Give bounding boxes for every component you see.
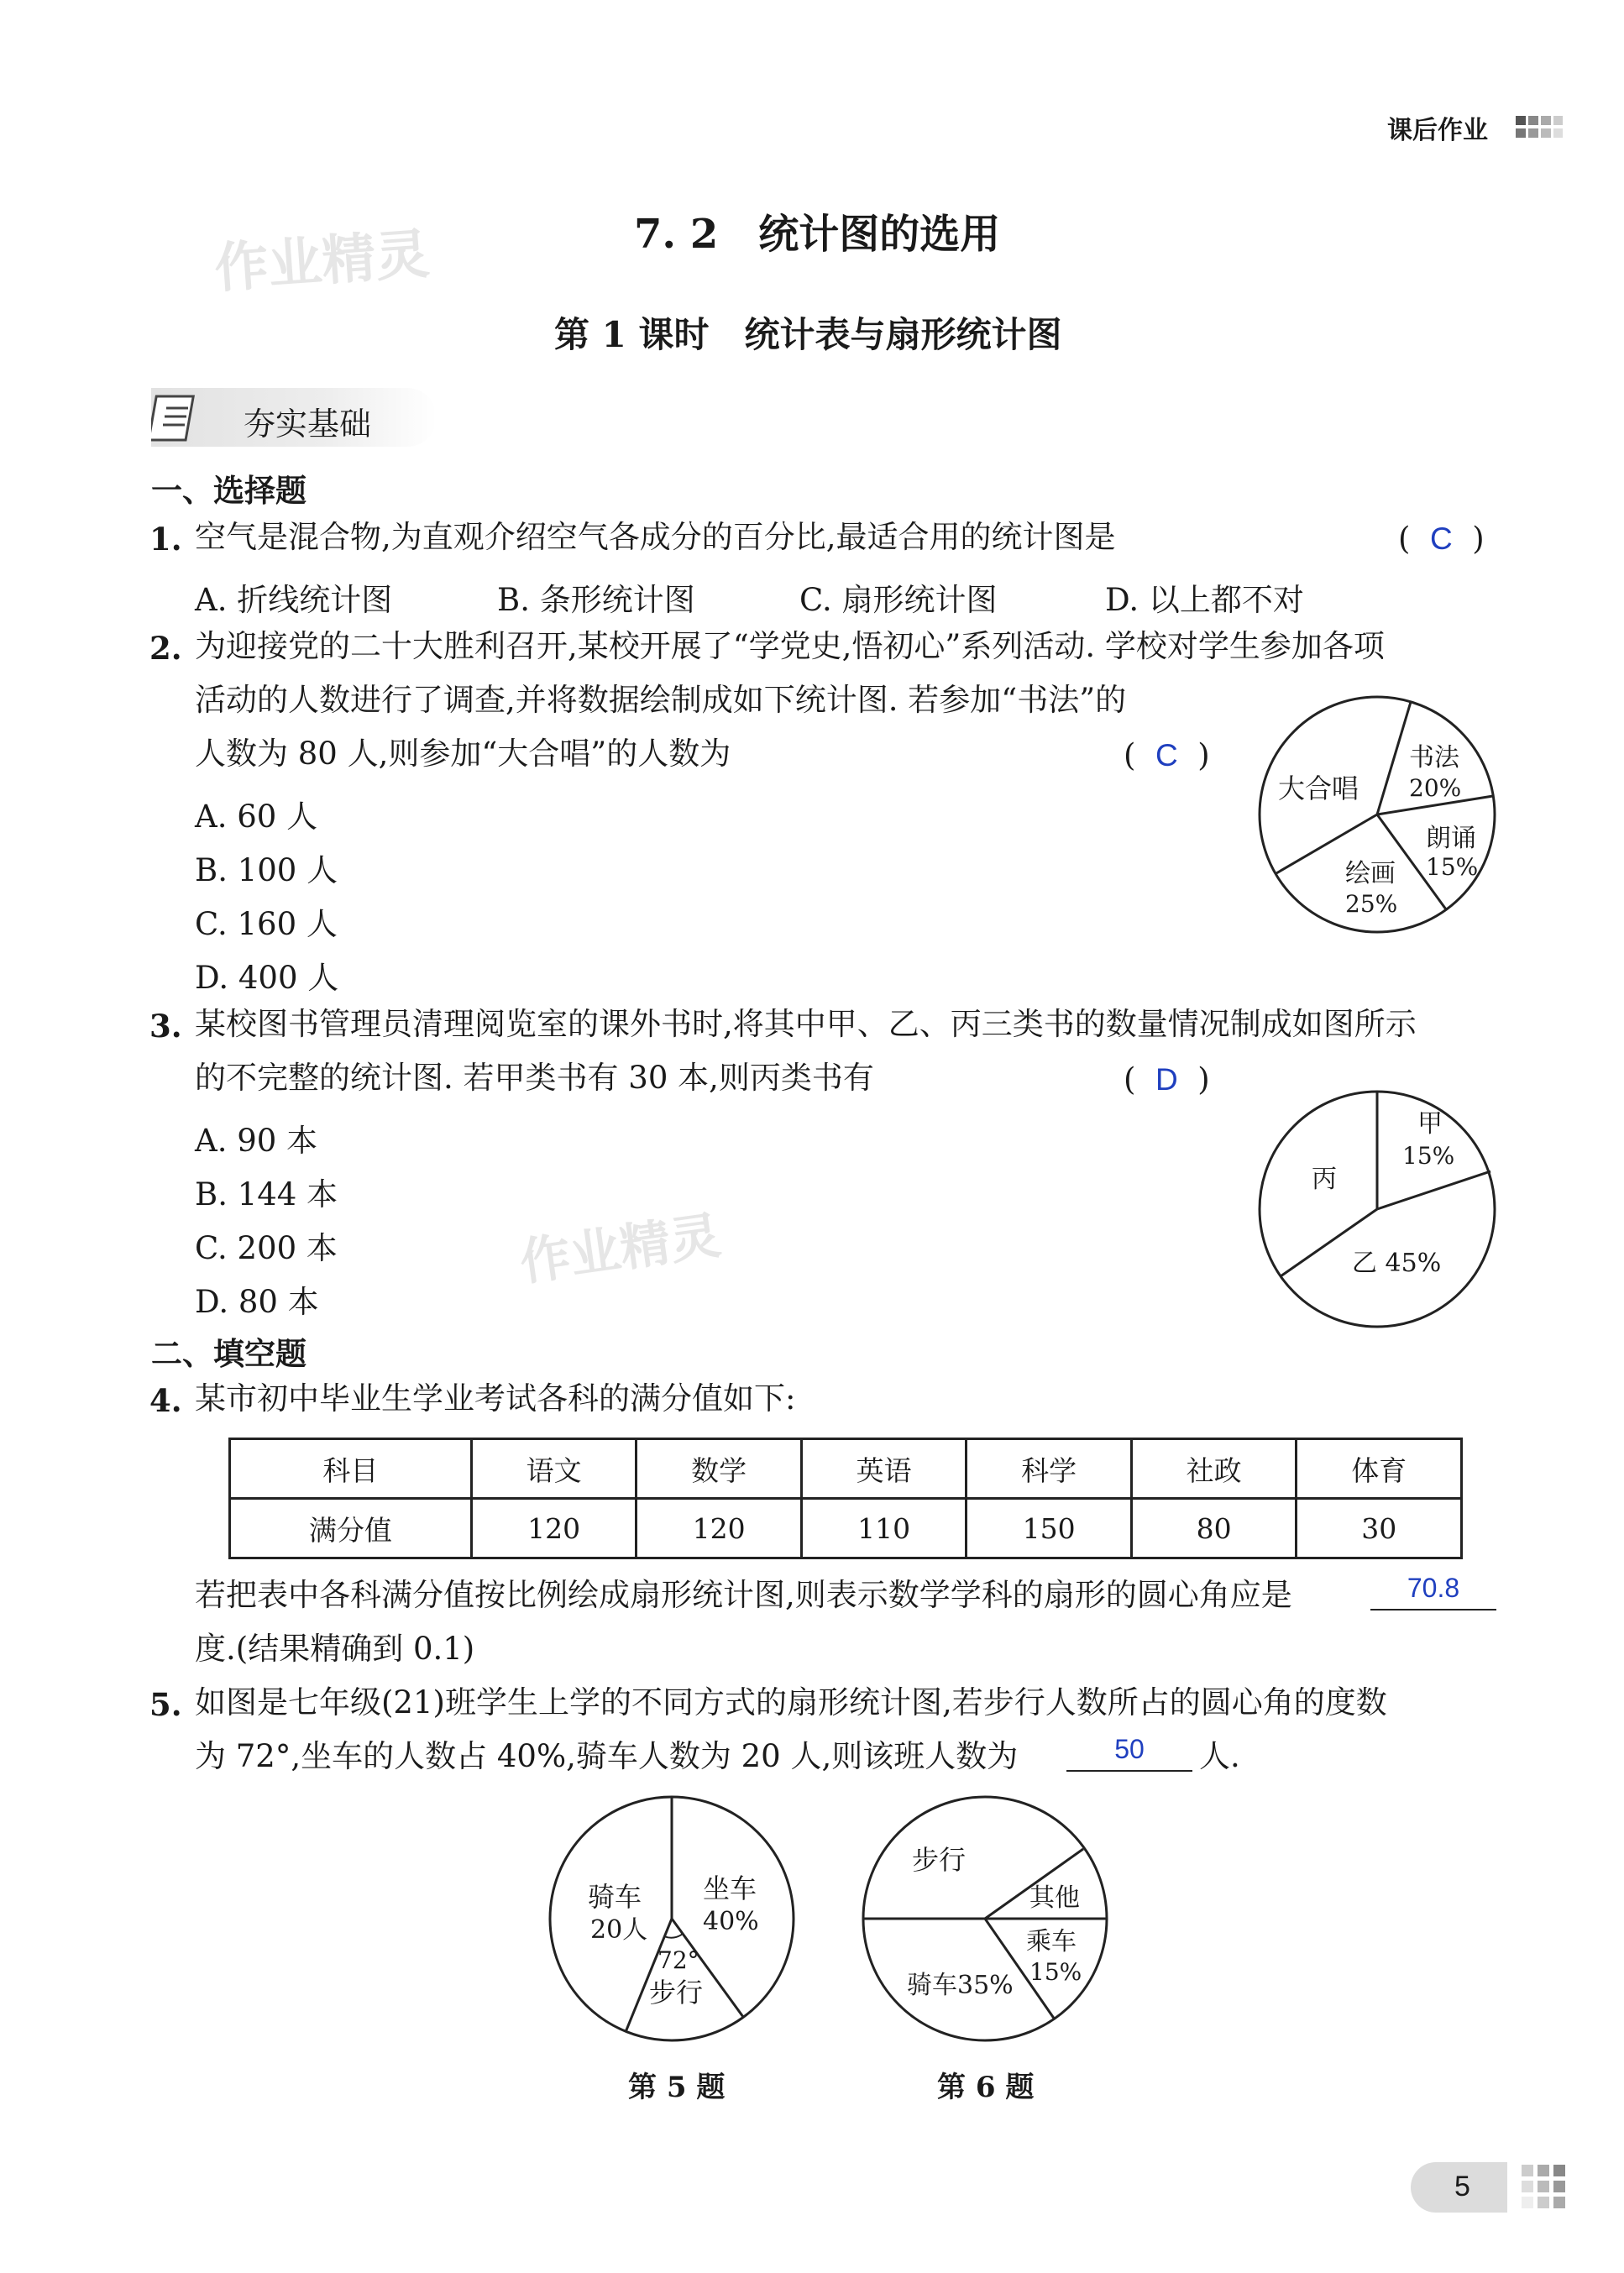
question-text: 为 72°,坐车的人数占 40%,骑车人数为 20 人,则该班人数为 — [195, 1738, 1019, 1774]
table-cell: 满分值 — [230, 1499, 472, 1558]
slice-label: 步行 — [912, 1844, 967, 1876]
answer-paren: ( C ) — [1124, 737, 1210, 773]
question-text: 如图是七年级(21)班学生上学的不同方式的扇形统计图,若步行人数所占的圆心角的度数 — [195, 1684, 1387, 1720]
answer-blank — [1066, 1733, 1192, 1772]
footer-grid-icon — [1522, 2165, 1565, 2212]
option: C. 200 本 — [195, 1230, 338, 1266]
watermark: 作业精灵 — [212, 223, 432, 301]
slice-label: 大合唱 — [1278, 773, 1359, 804]
table-cell: 语文 — [471, 1439, 637, 1499]
angle-arc — [664, 1934, 683, 1938]
slice-label: 甲 — [1417, 1109, 1443, 1139]
answer-value: C — [1429, 521, 1453, 556]
table-cell: 110 — [801, 1499, 967, 1558]
table-row — [230, 1439, 1462, 1499]
option: C. 扇形统计图 — [799, 582, 998, 618]
slice-value: 40% — [703, 1907, 759, 1936]
slice-value: 15% — [1402, 1142, 1455, 1170]
pie-chart-q2 — [1251, 689, 1503, 940]
question-text: 为迎接党的二十大胜利召开,某校开展了“学党史,悟初心”系列活动. 学校对学生参加各项 — [195, 628, 1385, 664]
angle-label: 72° — [657, 1946, 699, 1974]
option: C. 160 人 — [195, 906, 338, 942]
question-text: 人. — [1199, 1738, 1240, 1774]
table-cell: 80 — [1131, 1499, 1297, 1558]
table-cell: 体育 — [1297, 1439, 1462, 1499]
slice-value: 25% — [1345, 890, 1398, 918]
page-title: 7. 2 统计图的选用 — [634, 211, 1001, 258]
question-text: 若把表中各科满分值按比例绘成扇形统计图,则表示数学学科的扇形的圆心角应是 — [195, 1577, 1292, 1613]
question-text: 的不完整的统计图. 若甲类书有 30 本,则丙类书有 — [195, 1060, 874, 1096]
page-number: 5 — [1454, 2171, 1470, 2202]
table-cell: 社政 — [1131, 1439, 1297, 1499]
slice-label: 其他 — [1029, 1883, 1080, 1913]
answer-value: 70.8 — [1407, 1573, 1460, 1603]
header-grid-icon — [1516, 116, 1563, 143]
question-number: 5. — [149, 1686, 182, 1723]
answer-value: C — [1155, 738, 1178, 773]
option: D. 80 本 — [195, 1284, 319, 1320]
option: D. 以上都不对 — [1105, 582, 1304, 618]
option: D. 400 人 — [195, 960, 339, 996]
table-cell: 30 — [1297, 1499, 1462, 1558]
pie-divider — [1377, 1171, 1490, 1209]
question-number: 2. — [149, 630, 182, 667]
table-cell: 数学 — [637, 1439, 802, 1499]
banner-label: 夯实基础 — [244, 406, 372, 443]
question-text: 空气是混合物,为直观介绍空气各成分的百分比,最适合用的统计图是 — [195, 519, 1116, 555]
section-heading: 二、填空题 — [151, 1335, 306, 1372]
slice-value: 15% — [1029, 1958, 1082, 1986]
question-text: 活动的人数进行了调查,并将数据绘制成如下统计图. 若参加“书法”的 — [195, 682, 1127, 718]
question-number: 1. — [149, 521, 182, 558]
slice-label: 坐车 — [703, 1872, 757, 1904]
slice-label: 骑车 — [588, 1881, 642, 1913]
section-heading: 一、选择题 — [151, 472, 306, 509]
pie-divider — [1377, 702, 1411, 814]
option: A. 60 人 — [195, 799, 318, 835]
option: B. 100 人 — [195, 852, 338, 888]
slice-label: 绘画 — [1345, 859, 1396, 888]
question-text: 度.(结果精确到 0.1) — [195, 1631, 475, 1667]
answer-paren: ( D ) — [1124, 1061, 1210, 1097]
page-number-tab — [1411, 2162, 1507, 2213]
option: A. 90 本 — [195, 1123, 318, 1159]
banner — [151, 388, 437, 447]
score-table — [228, 1438, 1463, 1559]
table-row — [230, 1499, 1462, 1558]
table-cell: 120 — [471, 1499, 637, 1558]
slice-value: 20% — [1409, 774, 1462, 802]
watermark: 作业精灵 — [516, 1206, 725, 1293]
figure-caption: 第 6 题 — [937, 2071, 1035, 2104]
table-cell: 120 — [637, 1499, 802, 1558]
table-cell: 150 — [967, 1499, 1132, 1558]
option: B. 144 本 — [195, 1176, 338, 1212]
slice-label: 丙 — [1312, 1165, 1337, 1194]
page-subtitle: 第 1 课时 统计表与扇形统计图 — [554, 314, 1062, 355]
question-text: 人数为 80 人,则参加“大合唱”的人数为 — [195, 736, 731, 772]
slice-label: 书法 — [1409, 743, 1459, 773]
slice-value: 20人 — [590, 1915, 648, 1945]
slice-label: 骑车35% — [907, 1971, 1014, 2000]
answer-paren: ( C ) — [1398, 521, 1485, 557]
answer-value: D — [1155, 1062, 1178, 1097]
question-text: 某市初中毕业生学业考试各科的满分值如下: — [195, 1380, 796, 1417]
notebook-icon — [151, 388, 210, 447]
slice-label: 朗诵 — [1426, 824, 1476, 853]
slice-value: 15% — [1426, 853, 1479, 881]
table-cell: 英语 — [801, 1439, 967, 1499]
option: B. 条形统计图 — [497, 582, 695, 618]
answer-value: 50 — [1114, 1734, 1145, 1764]
pie-chart-q5 — [542, 1789, 802, 2049]
slice-label: 乙 45% — [1352, 1249, 1442, 1278]
table-cell: 科目 — [230, 1439, 472, 1499]
question-number: 4. — [149, 1382, 182, 1419]
pie-chart-q3 — [1251, 1083, 1503, 1335]
table-cell: 科学 — [967, 1439, 1132, 1499]
section-tag: 课后作业 — [1387, 116, 1488, 145]
slice-label: 乘车 — [1026, 1927, 1077, 1956]
pie-chart-q6 — [855, 1789, 1115, 2049]
answer-blank — [1370, 1572, 1496, 1610]
figure-caption: 第 5 题 — [628, 2071, 726, 2104]
question-text: 某校图书管理员清理阅览室的课外书时,将其中甲、乙、丙三类书的数量情况制成如图所示 — [195, 1006, 1417, 1042]
question-number: 3. — [149, 1008, 182, 1045]
option: A. 折线统计图 — [195, 582, 393, 618]
slice-label: 步行 — [649, 1977, 704, 2009]
